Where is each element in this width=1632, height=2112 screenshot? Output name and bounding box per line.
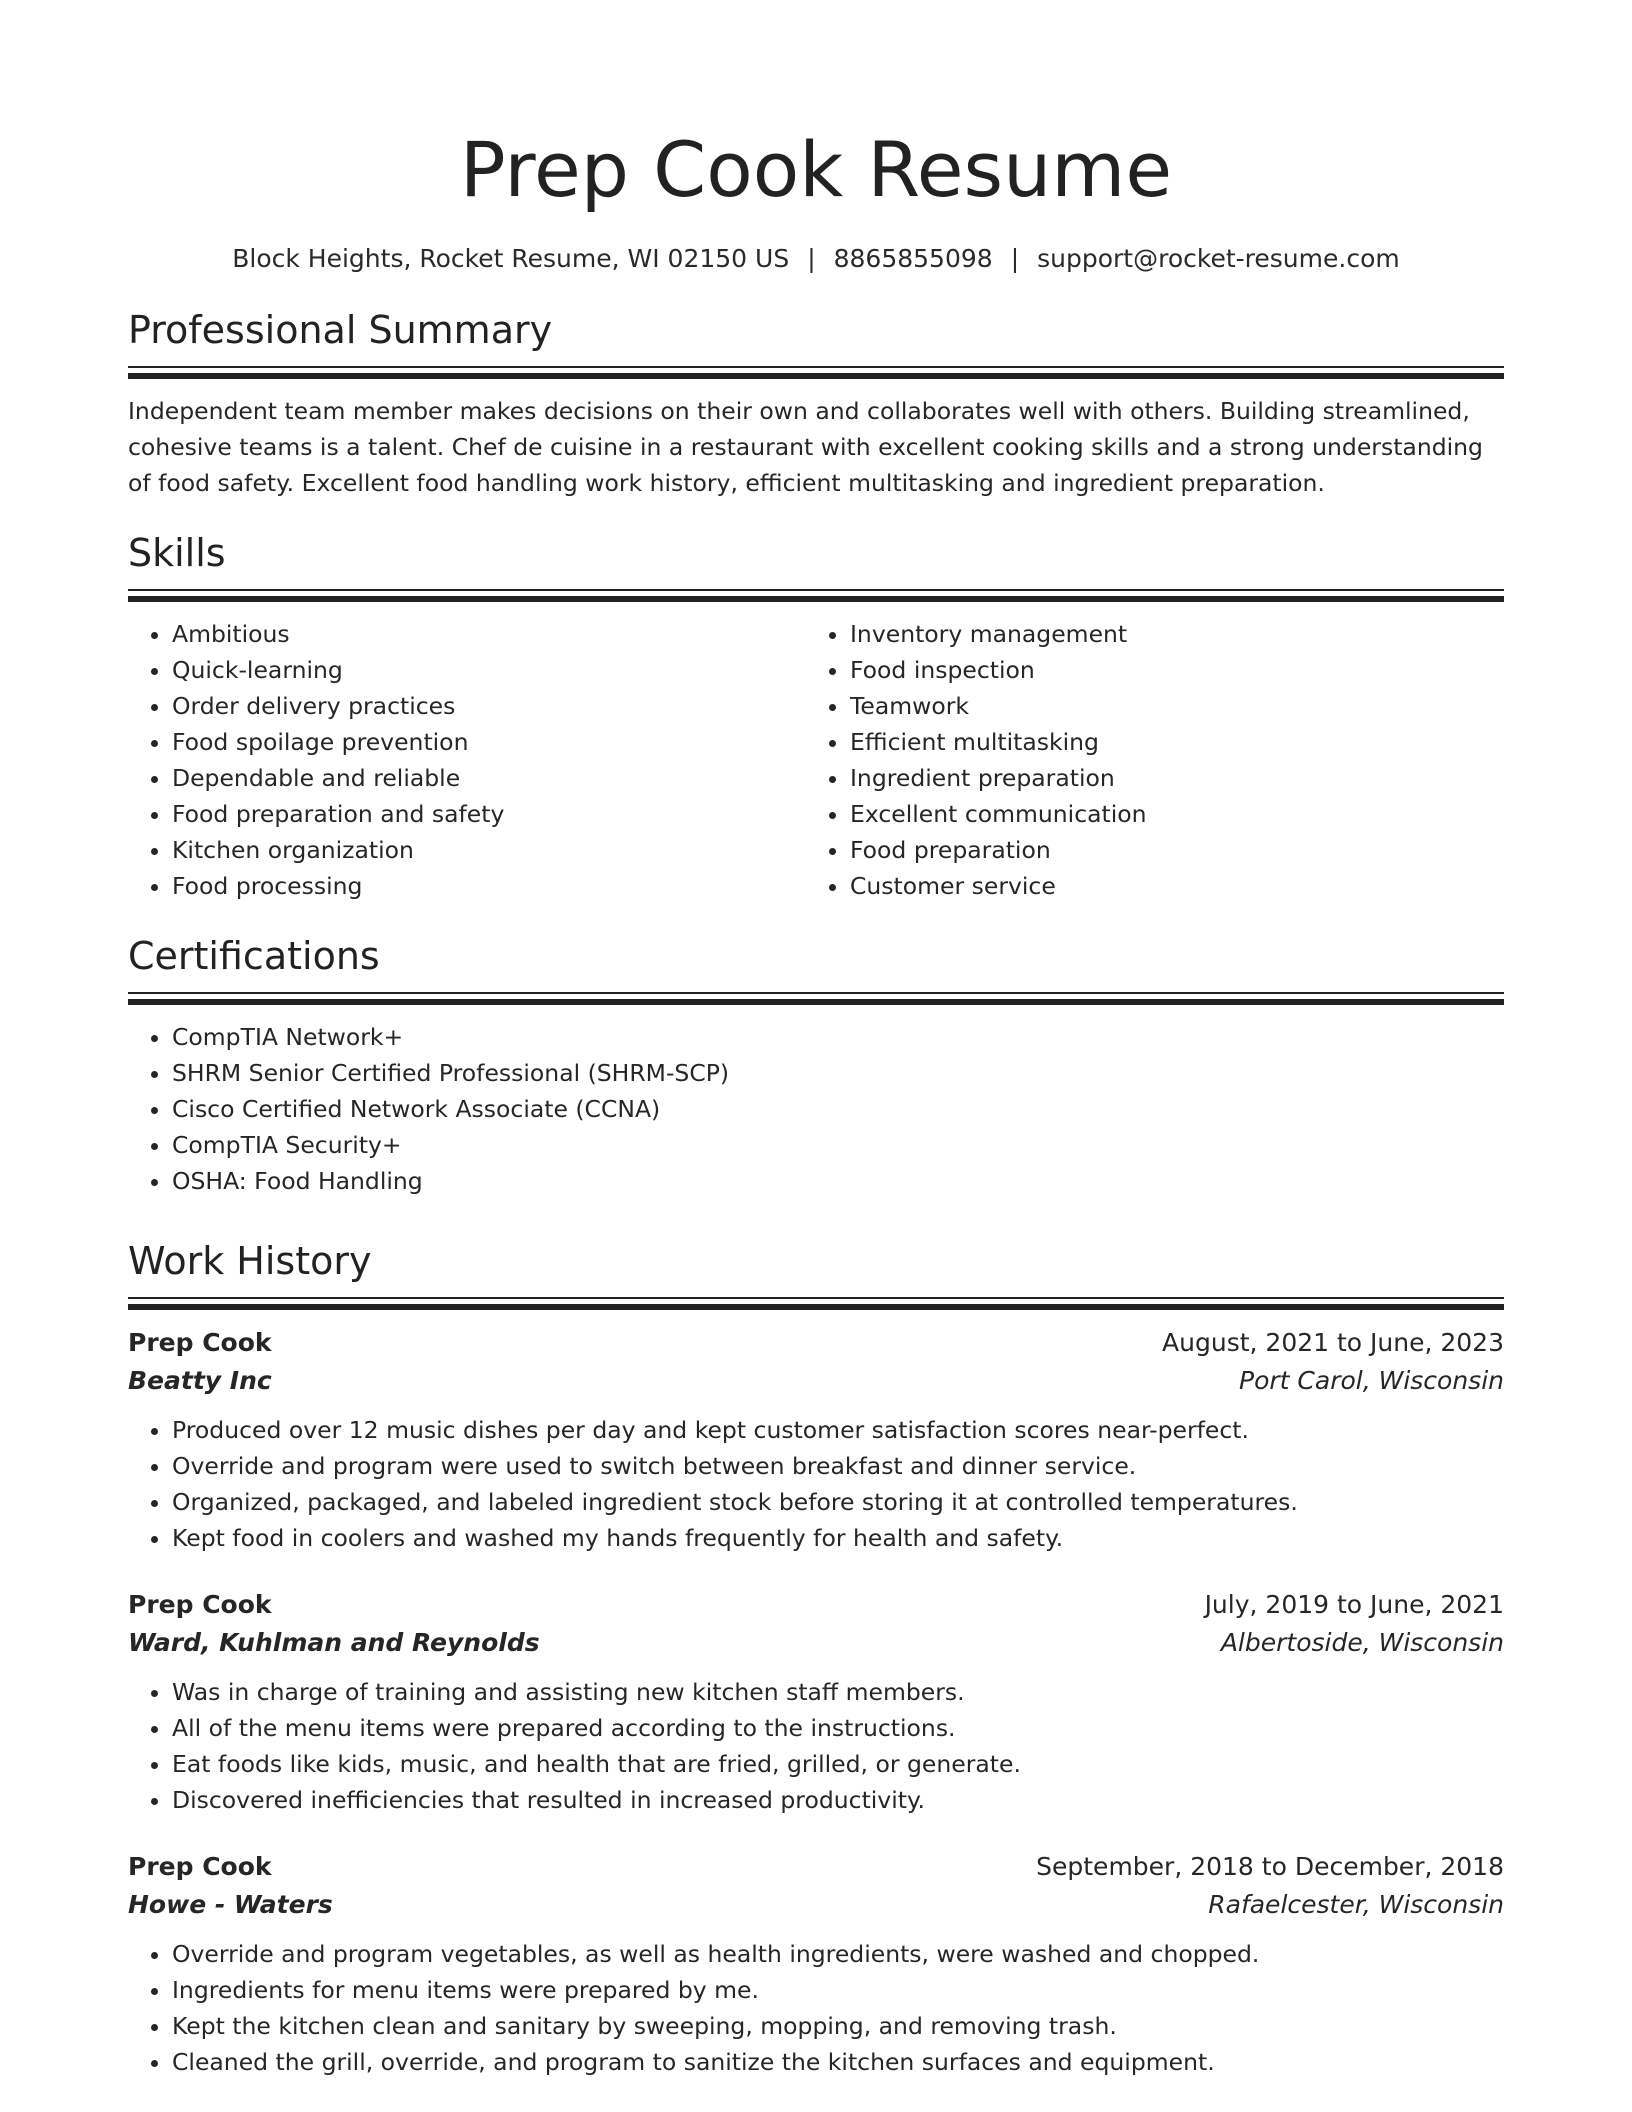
job-company-row — [128, 1886, 1504, 1924]
certifications-list — [128, 1019, 1504, 1199]
resume-page — [128, 0, 1504, 2080]
job-entry — [128, 1848, 1504, 2080]
job-bullet: • Eat foods like kids, music, and health that are fried, grilled, or generate. — [172, 1746, 1504, 1782]
job-bullets — [128, 1936, 1504, 2080]
skill-item: • Customer service — [850, 868, 1484, 904]
contact-line — [128, 242, 1504, 276]
skill-item: • Quick-learning — [172, 652, 806, 688]
contact-separator: | — [807, 244, 816, 273]
job-company-row — [128, 1624, 1504, 1662]
job-header-row — [128, 1324, 1504, 1362]
skills-list-right — [806, 616, 1484, 904]
job-dates: August, 2021 to June, 2023 — [1162, 1328, 1504, 1357]
job-bullet: • Ingredients for menu items were prepared by me. — [172, 1972, 1504, 2008]
skills-heading: Skills — [128, 531, 226, 575]
certification-item: • SHRM Senior Certified Professional (SHRM-SCP) — [172, 1055, 1504, 1091]
skill-item: • Kitchen organization — [172, 832, 806, 868]
skills-column-left — [128, 616, 806, 904]
skill-item: • Inventory management — [850, 616, 1484, 652]
certifications-section — [128, 932, 1504, 1199]
section-divider — [128, 589, 1504, 602]
job-bullets — [128, 1674, 1504, 1818]
summary-section — [128, 306, 1504, 501]
skills-list-left — [128, 616, 806, 904]
job-company: Ward, Kuhlman and Reynolds — [128, 1628, 540, 1657]
contact-phone: 8865855098 — [833, 244, 993, 273]
contact-address: Block Heights, Rocket Resume, WI 02150 US — [232, 244, 790, 273]
certification-item: • OSHA: Food Handling — [172, 1163, 1504, 1199]
job-location: Albertoside, Wisconsin — [1220, 1628, 1504, 1657]
skill-item: • Food preparation — [850, 832, 1484, 868]
job-entry — [128, 1586, 1504, 1818]
job-bullet: • Kept the kitchen clean and sanitary by sweeping, mopping, and removing trash. — [172, 2008, 1504, 2044]
job-bullet: • Override and program vegetables, as well as health ingredients, were washed and chopped. — [172, 1936, 1504, 1972]
job-bullets — [128, 1412, 1504, 1556]
job-company: Howe - Waters — [128, 1890, 333, 1919]
job-header-row — [128, 1848, 1504, 1886]
certification-item: • CompTIA Network+ — [172, 1019, 1504, 1055]
job-company-row — [128, 1362, 1504, 1400]
certifications-heading: Certifications — [128, 934, 380, 978]
skill-item: • Food preparation and safety — [172, 796, 806, 832]
job-location: Port Carol, Wisconsin — [1239, 1366, 1504, 1395]
certification-item: • CompTIA Security+ — [172, 1127, 1504, 1163]
job-bullet: • All of the menu items were prepared according to the instructions. — [172, 1710, 1504, 1746]
skill-item: • Teamwork — [850, 688, 1484, 724]
skill-item: • Efficient multitasking — [850, 724, 1484, 760]
job-company: Beatty Inc — [128, 1366, 272, 1395]
skills-section — [128, 529, 1504, 904]
job-bullet: • Override and program were used to switch between breakfast and dinner service. — [172, 1448, 1504, 1484]
skill-item: • Ingredient preparation — [850, 760, 1484, 796]
work-history-heading: Work History — [128, 1239, 372, 1283]
contact-email: support@rocket-resume.com — [1037, 244, 1400, 273]
work-history-section — [128, 1237, 1504, 2080]
skill-item: • Food processing — [172, 868, 806, 904]
contact-separator: | — [1010, 244, 1020, 273]
job-bullet: • Organized, packaged, and labeled ingredient stock before storing it at controlled temperatures. — [172, 1484, 1504, 1520]
skills-grid — [128, 616, 1504, 904]
job-title: Prep Cook — [128, 1328, 272, 1357]
job-dates: September, 2018 to December, 2018 — [1036, 1852, 1504, 1881]
job-header-row — [128, 1586, 1504, 1624]
job-title: Prep Cook — [128, 1852, 272, 1881]
job-bullet: • Cleaned the grill, override, and program to sanitize the kitchen surfaces and equipment. — [172, 2044, 1504, 2080]
job-bullet: • Kept food in coolers and washed my hands frequently for health and safety. — [172, 1520, 1504, 1556]
section-divider — [128, 1297, 1504, 1310]
skill-item: • Order delivery practices — [172, 688, 806, 724]
skill-item: • Excellent communication — [850, 796, 1484, 832]
resume-title: Prep Cook Resume — [459, 125, 1173, 214]
summary-text: Independent team member makes decisions on their own and collaborates well with others. Building streamlined, cohesive teams is a talent. Chef de cuisine in a restaurant with excellent cooking skills and a strong understanding of food safety. Excellent food handling work history, efficient multitasking and ingredient preparation. — [128, 397, 1483, 497]
skill-item: • Food spoilage prevention — [172, 724, 806, 760]
job-bullet: • Discovered inefficiencies that resulted in increased productivity. — [172, 1782, 1504, 1818]
job-location: Rafaelcester, Wisconsin — [1208, 1890, 1504, 1919]
summary-heading: Professional Summary — [128, 308, 553, 352]
skill-item: • Ambitious — [172, 616, 806, 652]
skill-item: • Dependable and reliable — [172, 760, 806, 796]
section-divider — [128, 366, 1504, 379]
job-title: Prep Cook — [128, 1590, 272, 1619]
job-bullet: • Was in charge of training and assisting new kitchen staff members. — [172, 1674, 1504, 1710]
job-bullet: • Produced over 12 music dishes per day and kept customer satisfaction scores near-perfect. — [172, 1412, 1504, 1448]
skills-column-right — [806, 616, 1484, 904]
section-divider — [128, 992, 1504, 1005]
skill-item: • Food inspection — [850, 652, 1484, 688]
certification-item: • Cisco Certified Network Associate (CCNA) — [172, 1091, 1504, 1127]
job-entry — [128, 1324, 1504, 1556]
job-dates: July, 2019 to June, 2021 — [1204, 1590, 1504, 1619]
